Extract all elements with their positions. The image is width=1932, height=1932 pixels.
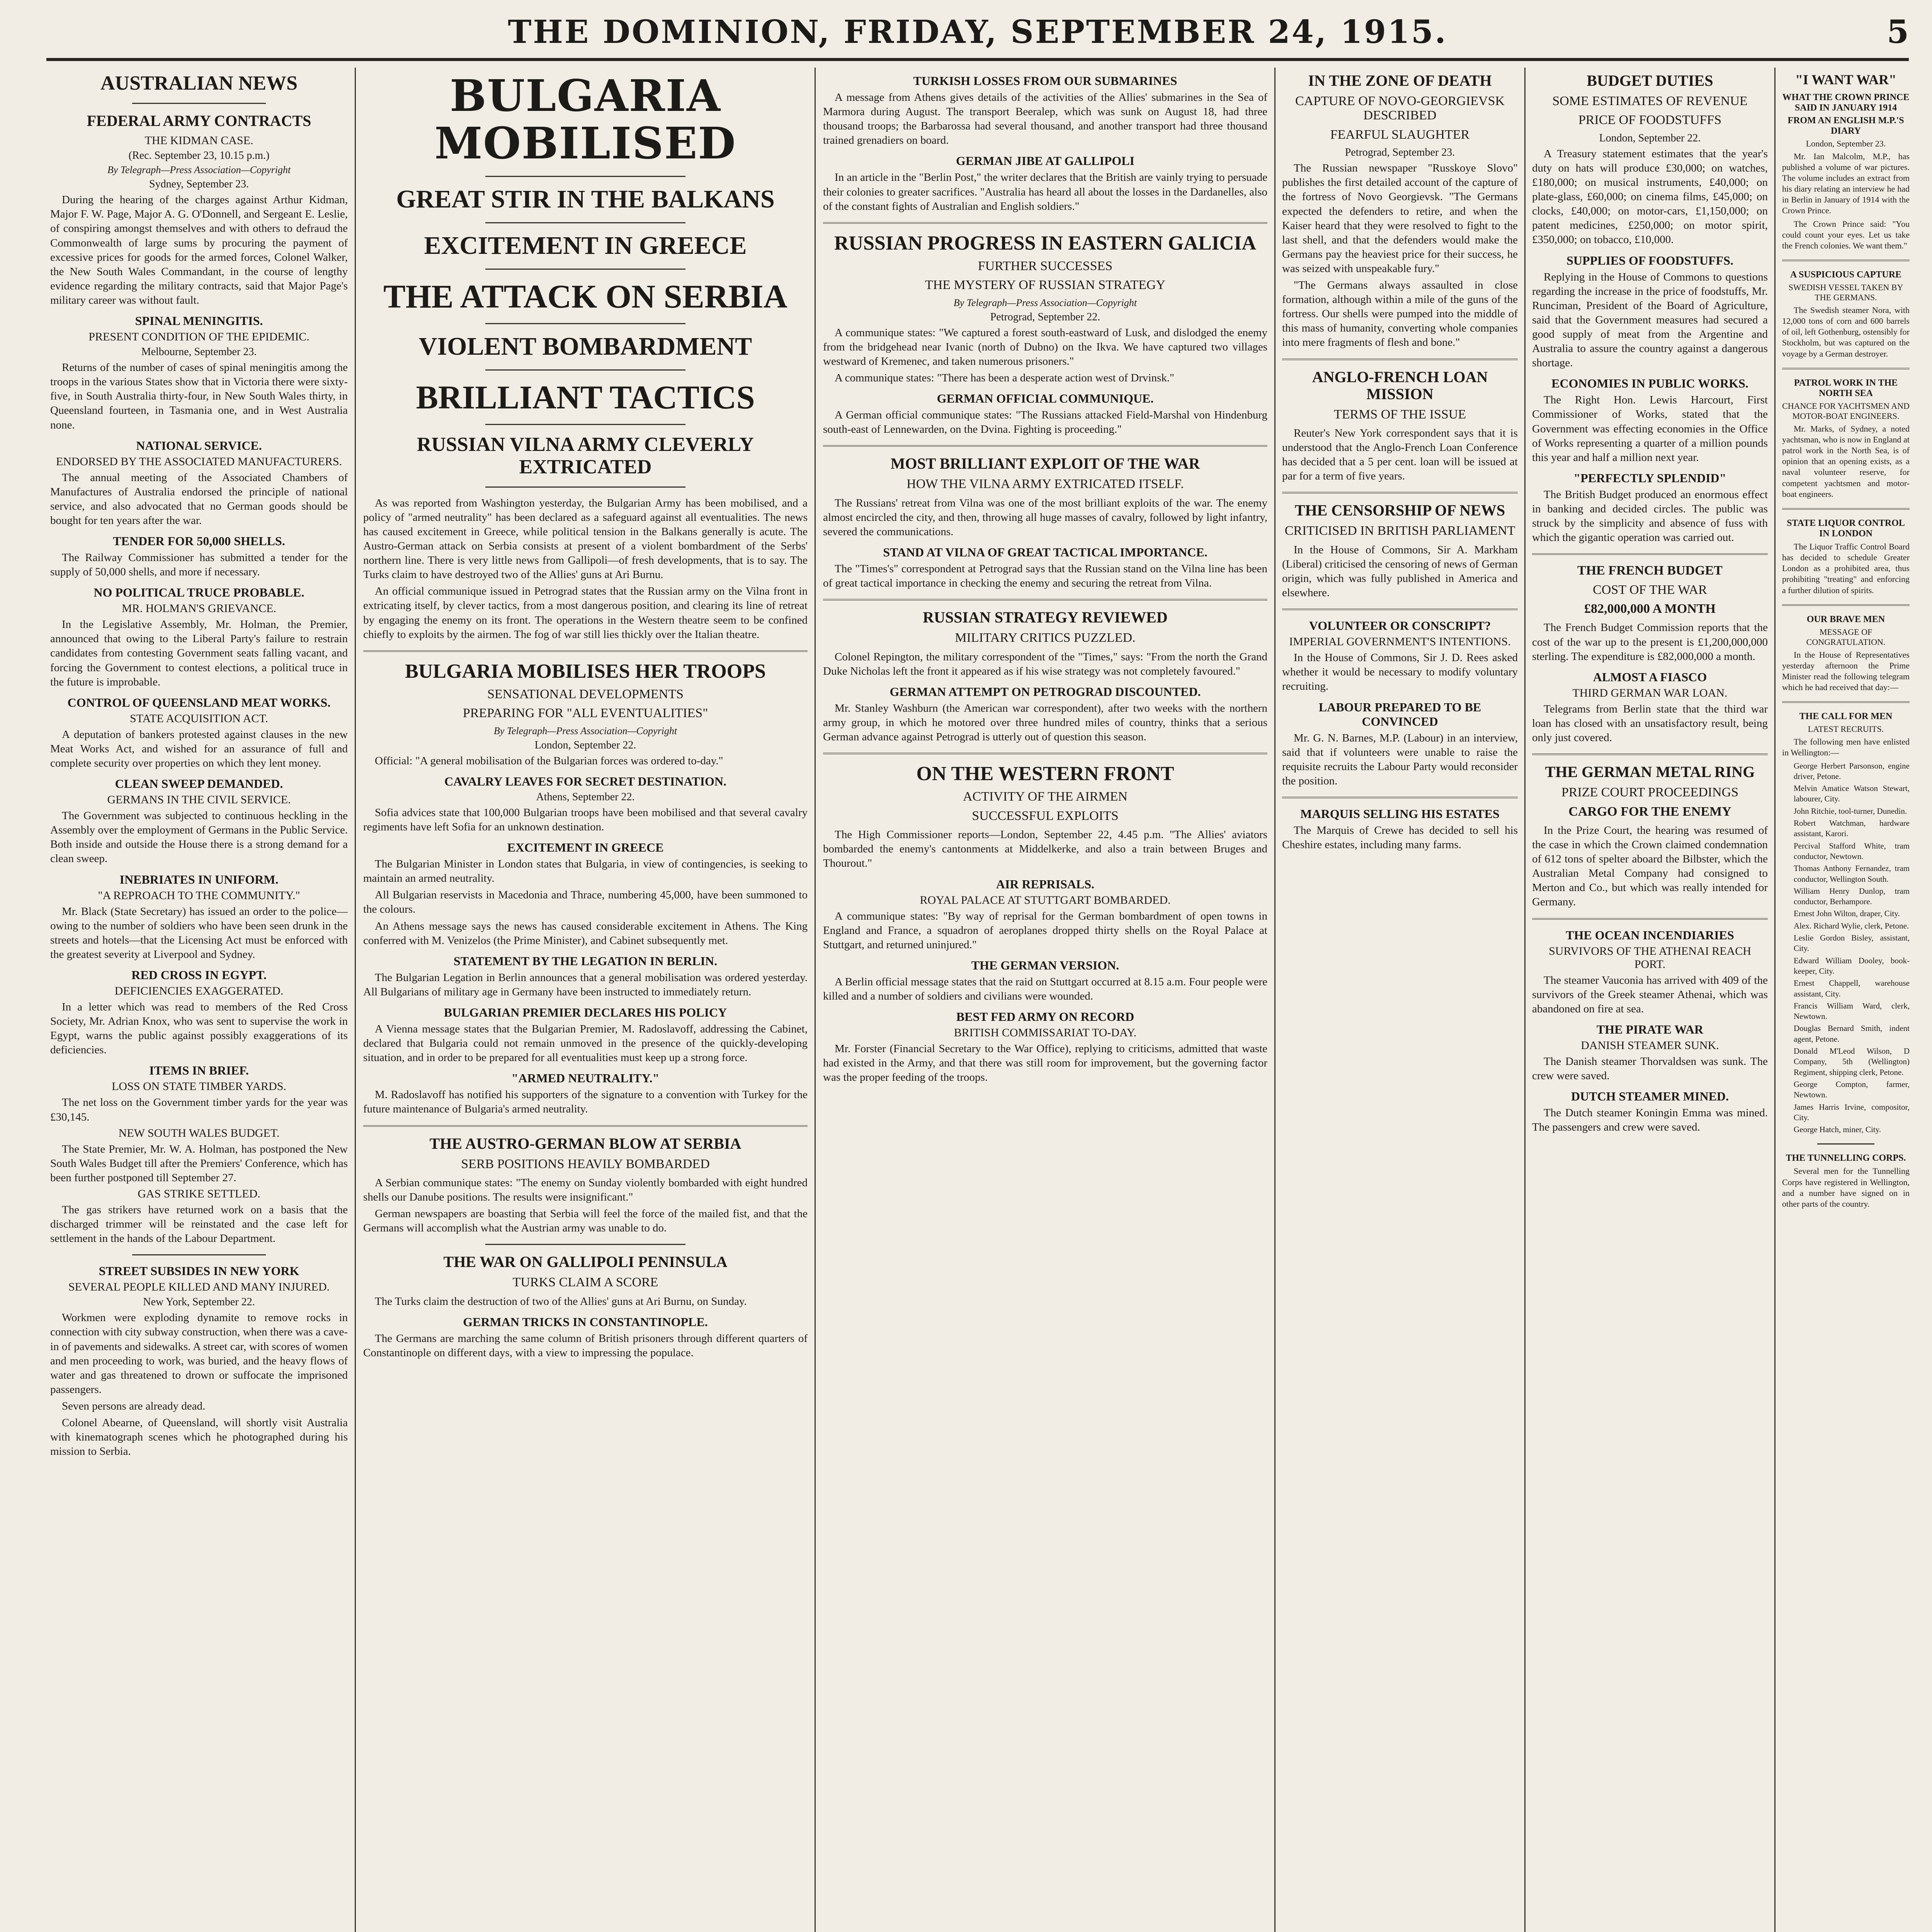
rule bbox=[1782, 508, 1910, 510]
subhead: ITEMS IN BRIEF. bbox=[149, 1063, 249, 1078]
subhead: MR. HOLMAN'S GRIEVANCE. bbox=[122, 602, 276, 615]
dateline: Petrograd, September 22. bbox=[990, 311, 1100, 323]
article-text: A communique states: "We captured a forest south-eastward of Lusk, and dislodged the enemy from the bridgehead near Ivanic (north of Dubno) on the Ikva. We have captured two villages westward of Kremenec, and taken numerous prisoners." bbox=[823, 326, 1267, 367]
list-item: George Hatch, miner, City. bbox=[1794, 1125, 1881, 1134]
rule bbox=[485, 369, 685, 371]
list-item: Ernest Chappell, warehouse assistant, City. bbox=[1794, 978, 1910, 998]
article-text: The Russians' retreat from Vilna was one of the most brilliant exploits of the war. The enemy almost encircled the city, and then, throwing all huge masses of cavalry, followed by light infantry, severed the communications. bbox=[823, 497, 1267, 538]
article-text: An official communique issued in Petrograd states that the Russian army on the Vilna front in extricating itself, by clever tactics, from a most dangerous position, and clearing its line of retreat by engaging the enemy on its front. The operations in the Western theatre seem to be confined chiefly to exploits by the airmen. The fog of war still lies thickly over the Italian theatre. bbox=[363, 585, 808, 641]
article-text: M. Radoslavoff has notified his supporters of the signature to a convention with Turkey for the future maintenance of Bulgaria's armed neutrality. bbox=[363, 1088, 808, 1116]
rule bbox=[1782, 604, 1910, 606]
article-text: In the House of Representatives yesterday afternoon the Prime Minister read the following telegram which he had received that day:— bbox=[1782, 650, 1910, 692]
article-text: A communique states: "By way of reprisal for the German bombardment of open towns in England and France, a squadron of aeroplanes dropped thirty shells on the Royal Palace at Stuttgart, and returned uninjured." bbox=[823, 910, 1267, 951]
rule bbox=[485, 269, 685, 270]
credit-line: By Telegraph—Press Association—Copyright bbox=[953, 297, 1137, 308]
subhead: CHANCE FOR YACHTSMEN AND MOTOR-BOAT ENGINEERS. bbox=[1782, 401, 1910, 421]
subhead: SPINAL MENINGITIS. bbox=[135, 314, 263, 328]
article-text: A Berlin official message states that the raid on Stuttgart occurred at 8.15 a.m. Four people were killed and a number of soldiers and civilians were wounded. bbox=[823, 975, 1267, 1002]
subhead: MARQUIS SELLING HIS ESTATES bbox=[1300, 807, 1500, 821]
subhead: MESSAGE OF CONGRATULATION. bbox=[1806, 627, 1886, 647]
headline: BRILLIANT TACTICS bbox=[416, 378, 755, 416]
headline: THE FRENCH BUDGET bbox=[1577, 563, 1723, 578]
subhead: LABOUR PREPARED TO BE CONVINCED bbox=[1318, 700, 1481, 728]
subhead: GERMAN OFFICIAL COMMUNIQUE. bbox=[937, 391, 1154, 406]
subhead: SENSATIONAL DEVELOPMENTS bbox=[487, 687, 684, 701]
dateline: New York, September 22. bbox=[143, 1296, 255, 1308]
subhead: TERMS OF THE ISSUE bbox=[1333, 407, 1466, 422]
subhead: CONTROL OF QUEENSLAND MEAT WORKS. bbox=[67, 695, 331, 709]
subhead: TURKISH LOSSES FROM OUR SUBMARINES bbox=[913, 74, 1177, 88]
rule bbox=[1282, 609, 1518, 610]
article-text: The Right Hon. Lewis Harcourt, First Commissioner of Works, stated that the Government was effecting economies in the Office of Works representing a quarter of a million pounds this year and half a million next year. bbox=[1532, 394, 1768, 464]
list-item: Donald M'Leod Wilson, D Company, 5th (Wellington) Regiment, shipping clerk, Petone. bbox=[1794, 1046, 1910, 1077]
article-text: The Bulgarian Minister in London states that Bulgaria, in view of contingencies, is seeking to maintain an armed neutrality. bbox=[363, 858, 808, 885]
subhead: FROM AN ENGLISH M.P.'S DIARY bbox=[1787, 115, 1904, 136]
subhead: ALMOST A FIASCO bbox=[1593, 670, 1707, 684]
article-text: Reuter's New York correspondent says that it is understood that the Anglo-French Loan Conference has decided that a 5 per cent. loan will be issued at par for a term of five years. bbox=[1282, 427, 1518, 483]
subhead: ENDORSED BY THE ASSOCIATED MANUFACTURERS. bbox=[56, 455, 342, 468]
headline: BUDGET DUTIES bbox=[1587, 72, 1713, 89]
headline: THE GERMAN METAL RING bbox=[1545, 763, 1755, 781]
article-text: "The Germans always assaulted in close formation, although within a mile of the guns of the fortress. Our shells were pumped into the middle of this mass of humanity, converting whole companies into mere fragments of flesh and bone." bbox=[1282, 279, 1518, 349]
list-item: Robert Watchman, hardware assistant, Karori. bbox=[1794, 818, 1910, 838]
rule bbox=[1532, 918, 1768, 920]
article-text: The Danish steamer Thorvaldsen was sunk. The crew were saved. bbox=[1532, 1055, 1768, 1082]
column-australian-news bbox=[50, 68, 348, 1932]
column-i-want-war bbox=[1782, 68, 1910, 1932]
headline: THE ATTACK ON SERBIA bbox=[383, 277, 787, 315]
received-line: (Rec. September 23, 10.15 p.m.) bbox=[128, 150, 270, 162]
subhead: ROYAL PALACE AT STUTTGART BOMBARDED. bbox=[920, 893, 1171, 906]
dateline: London, September 23. bbox=[1806, 138, 1886, 148]
subhead: VOLUNTEER OR CONSCRIPT? bbox=[1309, 619, 1491, 633]
rule bbox=[1817, 1143, 1875, 1145]
masthead-rule bbox=[46, 58, 1909, 61]
subhead: CAPTURE OF NOVO-GEORGIEVSK DESCRIBED bbox=[1295, 94, 1505, 123]
subhead: PRIZE COURT PROCEEDINGS bbox=[1561, 785, 1739, 800]
rule bbox=[363, 650, 808, 652]
article-text: A Treasury statement estimates that the year's duty on hats will produce £30,000; on watches, £180,000; on musical instruments, £40,000; on plate-glass, £60,000; on cinema films, £45,000; on clocks, £40,000; on motor-cars, £1,150,000; on patent medicines, £250,000; on motor spirit, £350,000; on tobacco, £10,000. bbox=[1532, 147, 1768, 246]
rule bbox=[823, 599, 1267, 600]
article-text: A German official communique states: "The Russians attacked Field-Marshal von Hindenburg south-east of Lennewarden, on the Dvina. Fighting is proceeding." bbox=[823, 409, 1267, 436]
subhead: THIRD GERMAN WAR LOAN. bbox=[1572, 686, 1728, 699]
article-text: As was reported from Washington yesterday, the Bulgarian Army has been mobilised, and a policy of "armed neutrality" has been declared as a safeguard against all eventualities. The news has caused excitement in Greece, while political tension in the Balkans generally is acute. The Austro-German attack on Serbia consists at present of a violent bombardment of the Serbs' northern line. There is very little news from Gallipoli—of fresh developments, that is to say. The Turks claim to have destroyed two of the Allies' guns at Ari Burnu. bbox=[363, 497, 808, 581]
dateline: Sydney, September 23. bbox=[149, 178, 249, 190]
subhead: AIR REPRISALS. bbox=[996, 877, 1095, 891]
subhead: CLEAN SWEEP DEMANDED. bbox=[115, 777, 283, 791]
subhead: GAS STRIKE SETTLED. bbox=[138, 1187, 260, 1200]
article-text: In the House of Commons, Sir A. Markham (Liberal) criticised the censoring of news of German origin, which was fully published in America and elsewhere. bbox=[1282, 543, 1518, 599]
column-bulgaria bbox=[363, 68, 808, 1932]
dateline: Melbourne, September 23. bbox=[141, 346, 257, 358]
article-text: The Marquis of Crewe has decided to sell his Cheshire estates, including many farms. bbox=[1282, 824, 1518, 851]
article-text: Mr. G. N. Barnes, M.P. (Labour) in an interview, said that if volunteers were unable to raise the requisite recruits the Labour Party would reconsider the position. bbox=[1282, 731, 1518, 787]
subhead: PRESENT CONDITION OF THE EPIDEMIC. bbox=[88, 330, 310, 344]
headline: RUSSIAN PROGRESS IN EASTERN GALICIA bbox=[834, 232, 1257, 254]
article-text: The Crown Prince said: "You could count your eyes. Let us take the French colonies. We want them." bbox=[1782, 219, 1910, 250]
subhead: STATE LIQUOR CONTROL IN LONDON bbox=[1787, 518, 1905, 539]
subhead: BEST FED ARMY ON RECORD bbox=[956, 1010, 1134, 1024]
subhead: SWEDISH VESSEL TAKEN BY THE GERMANS. bbox=[1788, 282, 1903, 302]
subhead: ACTIVITY OF THE AIRMEN bbox=[963, 789, 1128, 804]
article-text: The Swedish steamer Nora, with 12,000 tons of corn and 600 barrels of oil, left Gothenburg, ostensibly for Stockholm, but was captured on the voyage by a German destroyer. bbox=[1782, 305, 1910, 359]
subhead: NEW SOUTH WALES BUDGET. bbox=[118, 1126, 280, 1139]
rule bbox=[132, 1254, 266, 1255]
rule bbox=[1782, 260, 1910, 261]
subhead: INEBRIATES IN UNIFORM. bbox=[119, 872, 279, 886]
article-text: The Government was subjected to continuous heckling in the Assembly over the employment of Germans in the Public Service. Both inside and outside the House there is a strong demand for a clean sweep. bbox=[50, 810, 348, 865]
list-item: John Ritchie, tool-turner, Dunedin. bbox=[1794, 806, 1907, 816]
column-rule bbox=[355, 68, 356, 1932]
subhead: NO POLITICAL TRUCE PROBABLE. bbox=[94, 585, 304, 600]
list-item: Percival Stafford White, tram conductor, Newtown. bbox=[1794, 841, 1910, 861]
subhead: PREPARING FOR "ALL EVENTUALITIES" bbox=[463, 706, 708, 721]
credit-line: By Telegraph—Press Association—Copyright bbox=[493, 725, 677, 736]
article-text: The Germans are marching the same column of British prisoners through different quarters of Constantinople on different days, with a view to impressing the populace. bbox=[363, 1332, 808, 1359]
subhead: THE PIRATE WAR bbox=[1596, 1022, 1704, 1036]
article-text: Workmen were exploding dynamite to remove rocks in connection with city subway construction, when there was a cave-in of pavements and sidewalks. A street car, with scores of women and men proceeding to work, was buried, and the heavy flows of water and gas threatened to drown or suffocate the imprisoned passengers. bbox=[50, 1311, 348, 1396]
subhead: SUPPLIES OF FOODSTUFFS. bbox=[1566, 253, 1733, 267]
subhead: £82,000,000 A MONTH bbox=[1584, 602, 1716, 616]
article-text: Telegrams from Berlin state that the third war loan has closed with an unsatisfactory result, being only just covered. bbox=[1532, 702, 1768, 744]
subhead: SURVIVORS OF THE ATHENAI REACH PORT. bbox=[1549, 944, 1751, 971]
subhead: SOME ESTIMATES OF REVENUE bbox=[1552, 94, 1748, 108]
recruit-list bbox=[1782, 761, 1910, 1135]
list-item: Alex. Richard Wylie, clerk, Petone. bbox=[1794, 921, 1909, 930]
rule bbox=[485, 1244, 685, 1245]
dateline: Petrograd, September 23. bbox=[1345, 146, 1455, 159]
headline: BULGARIA MOBILISES HER TROOPS bbox=[405, 660, 766, 682]
rule bbox=[823, 445, 1267, 447]
subhead: COST OF THE WAR bbox=[1593, 582, 1707, 597]
subhead: SEVERAL PEOPLE KILLED AND MANY INJURED. bbox=[68, 1281, 330, 1294]
headline: ON THE WESTERN FRONT bbox=[916, 763, 1174, 785]
subhead: GERMAN TRICKS IN CONSTANTINOPLE. bbox=[463, 1315, 708, 1329]
list-item: Leslie Gordon Bisley, assistant, City. bbox=[1794, 933, 1910, 953]
subhead: TENDER FOR 50,000 SHELLS. bbox=[113, 534, 285, 548]
headline: RUSSIAN VILNA ARMY CLEVERLY EXTRICATED bbox=[417, 434, 754, 478]
list-item: Melvin Amatice Watson Stewart, labourer, City. bbox=[1794, 784, 1910, 804]
subhead: WHAT THE CROWN PRINCE SAID IN JANUARY 1914 bbox=[1782, 92, 1910, 113]
headline: THE WAR ON GALLIPOLI PENINSULA bbox=[443, 1253, 728, 1271]
column-rule bbox=[1774, 68, 1776, 1932]
credit-line: By Telegraph—Press Association—Copyright bbox=[107, 164, 291, 176]
list-item: James Harris Irvine, compositor, City. bbox=[1794, 1102, 1910, 1122]
subhead: THE KIDMAN CASE. bbox=[145, 134, 253, 147]
subhead: STATE ACQUISITION ACT. bbox=[130, 712, 268, 725]
list-item: Ernest John Wilton, draper, City. bbox=[1794, 909, 1900, 918]
rule bbox=[823, 753, 1267, 754]
list-item: Thomas Anthony Fernandez, tram conductor, Wellington South. bbox=[1794, 864, 1910, 884]
column-budget bbox=[1532, 68, 1768, 1932]
subhead: THE CALL FOR MEN bbox=[1799, 711, 1893, 722]
subhead: IMPERIAL GOVERNMENT'S INTENTIONS. bbox=[1289, 635, 1511, 648]
rule bbox=[1282, 359, 1518, 360]
article-text: The Railway Commissioner has submitted a tender for the supply of 50,000 shells, and more if necessary. bbox=[50, 551, 348, 578]
list-item: Edward William Dooley, book-keeper, City. bbox=[1794, 956, 1910, 976]
article-text: The following men have enlisted in Wellington:— bbox=[1782, 737, 1910, 758]
list-item: Douglas Bernard Smith, indent agent, Petone. bbox=[1794, 1024, 1910, 1044]
subhead: CAVALRY LEAVES FOR SECRET DESTINATION. bbox=[444, 774, 727, 788]
headline: "I WANT WAR" bbox=[1795, 72, 1897, 87]
subhead: ECONOMIES IN PUBLIC WORKS. bbox=[1551, 376, 1748, 391]
article-text: The French Budget Commission reports that the cost of the war up to the present is £1,200,000,000 sterling. The expenditure is £82,000,000 a month. bbox=[1532, 621, 1768, 663]
headline: VIOLENT BOMBARDMENT bbox=[418, 332, 752, 361]
article-text: The gas strikers have returned work on a basis that the discharged trimmer will be reinstated and the case left for settlement in the hands of the Labour Department. bbox=[50, 1204, 348, 1245]
subhead: "PERFECTLY SPLENDID" bbox=[1573, 471, 1726, 485]
headline: FEDERAL ARMY CONTRACTS bbox=[87, 112, 311, 130]
subhead: EXCITEMENT IN GREECE bbox=[507, 840, 664, 855]
subhead: STAND AT VILNA OF GREAT TACTICAL IMPORTANCE. bbox=[883, 545, 1208, 560]
column-rule bbox=[1524, 68, 1526, 1932]
article-text: Mr. Ian Malcolm, M.P., has published a volume of war pictures. The volume includes an extract from his diary relating an interview he had in Berlin in January of 1914 with the Crown Prince. bbox=[1782, 151, 1910, 216]
dateline: London, September 22. bbox=[534, 739, 636, 751]
rule bbox=[485, 176, 685, 177]
headline: RUSSIAN STRATEGY REVIEWED bbox=[923, 609, 1168, 626]
masthead bbox=[46, 14, 1909, 60]
headline: MOST BRILLIANT EXPLOIT OF THE WAR bbox=[890, 455, 1200, 473]
subhead: THE GERMAN VERSION. bbox=[971, 958, 1119, 972]
rule bbox=[823, 222, 1267, 224]
rule bbox=[1282, 797, 1518, 798]
headline: THE AUSTRO-GERMAN BLOW AT SERBIA bbox=[429, 1134, 742, 1152]
dateline: Athens, September 22. bbox=[536, 791, 635, 803]
article-text: Seven persons are already dead. bbox=[62, 1400, 206, 1412]
subhead: GERMAN ATTEMPT ON PETROGRAD DISCOUNTED. bbox=[889, 684, 1201, 699]
page-number: 5 bbox=[1886, 14, 1909, 51]
subhead: A SUSPICIOUS CAPTURE bbox=[1790, 270, 1902, 280]
headline: EXCITEMENT IN GREECE bbox=[424, 231, 747, 260]
article-text: The steamer Vauconia has arrived with 409 of the survivors of the Greek steamer Athenai, which was abandoned on fire at sea. bbox=[1532, 974, 1768, 1015]
main-headline: BULGARIA MOBILISED bbox=[434, 71, 736, 169]
article-text: Mr. Forster (Financial Secretary to the War Office), replying to criticisms, admitted that waste had existed in the Army, and that there was still room for improvement, but the governing factor was the proper feeding of the troops. bbox=[823, 1043, 1267, 1084]
subhead: GERMANS IN THE CIVIL SERVICE. bbox=[107, 793, 291, 806]
subhead: "A REPROACH TO THE COMMUNITY." bbox=[98, 889, 300, 902]
subhead: THE OCEAN INCENDIARIES bbox=[1566, 928, 1734, 942]
article-text: A message from Athens gives details of the activities of the Allies' submarines in the Sea of Marmora during August. The transport Beeralep, which was sunk on August 18, had three thousand troops; the Barbarossa had several thousand, and another transport had three thousand trained grenadiers on board. bbox=[823, 91, 1267, 147]
column-rule bbox=[1274, 68, 1276, 1932]
rule bbox=[1782, 368, 1910, 369]
headline: GREAT STIR IN THE BALKANS bbox=[396, 185, 775, 214]
rule bbox=[363, 1125, 808, 1127]
article-text: The Turks claim the destruction of two of the Allies' guns at Ari Burnu, on Sunday. bbox=[375, 1295, 747, 1308]
subhead: THE MYSTERY OF RUSSIAN STRATEGY bbox=[925, 278, 1166, 293]
list-item: George Herbert Parsonson, engine driver, Petone. bbox=[1794, 761, 1910, 781]
article-text: In the House of Commons, Sir J. D. Rees asked whether it would be necessary to modify voluntary recruiting. bbox=[1282, 651, 1518, 693]
article-text: In an article in the "Berlin Post," the writer declares that the British are vainly trying to persuade their colonies to greater sacrifices. "Australia has heard all about the losses in the Dardanelles, also of the constant fights of Australian and English soldiers." bbox=[823, 171, 1267, 213]
rule bbox=[1282, 492, 1518, 493]
article-text: Official: "A general mobilisation of the Bulgarian forces was ordered to-day." bbox=[375, 754, 723, 767]
subhead: BRITISH COMMISSARIAT TO-DAY. bbox=[954, 1026, 1137, 1039]
headline: IN THE ZONE OF DEATH bbox=[1308, 72, 1492, 89]
article-text: A Serbian communique states: "The enemy on Sunday violently bombarded with eight hundred shells our Danube positions. The results were insignificant." bbox=[363, 1176, 808, 1204]
article-text: The State Premier, Mr. W. A. Holman, has postponed the New South Wales Budget till after the Premiers' Conference, which has been further postponed till September 27. bbox=[50, 1143, 348, 1184]
column-russia bbox=[823, 68, 1267, 1932]
article-text: A communique states: "There has been a desperate action west of Drvinsk." bbox=[835, 372, 1174, 384]
subhead: DEFICIENCIES EXAGGERATED. bbox=[114, 985, 284, 998]
headline: AUSTRALIAN NEWS bbox=[100, 72, 298, 94]
subhead: DANISH STEAMER SUNK. bbox=[1581, 1039, 1719, 1052]
article-text: The High Commissioner reports—London, September 22, 4.45 p.m. "The Allies' aviators bombarded the enemy's cantonments at Middelkerke, and also a train between Bruges and Thourout." bbox=[823, 828, 1267, 870]
article-text: The net loss on the Government timber yards for the year was £30,145. bbox=[50, 1096, 348, 1123]
rule bbox=[485, 222, 685, 223]
article-text: In the Prize Court, the hearing was resumed of the case in which the Crown claimed condemnation of 612 tons of spelter aboard the Bilbster, which the Australian Metal Company had consigned to Merton and Co., but which was really intended for Germany. bbox=[1532, 824, 1768, 908]
subhead: RED CROSS IN EGYPT. bbox=[131, 968, 267, 982]
rule bbox=[485, 486, 685, 488]
article-text: All Bulgarian reservists in Macedonia and Thrace, numbering 45,000, have been summoned to the colours. bbox=[363, 889, 808, 916]
article-text: The Bulgarian Legation in Berlin announces that a general mobilisation was ordered yesterday. All Bulgarians of military age in Germany have been instructed to immediately return. bbox=[363, 971, 808, 998]
rule bbox=[485, 323, 685, 324]
subhead: FURTHER SUCCESSES bbox=[978, 259, 1113, 273]
subhead: MILITARY CRITICS PUZZLED. bbox=[955, 631, 1136, 645]
subhead: CRITICISED IN BRITISH PARLIAMENT bbox=[1284, 524, 1515, 538]
article-text: Replying in the House of Commons to questions regarding the increase in the price of foodstuffs, Mr. Runciman, President of the Board of Agriculture, said that the Government measures had secured a good supply of meat from the Argentine and Australia to assure the country against a dangerous shortage. bbox=[1532, 270, 1768, 369]
dateline: London, September 22. bbox=[1599, 132, 1701, 144]
subhead: DUTCH STEAMER MINED. bbox=[1571, 1089, 1729, 1104]
subhead: LOSS ON STATE TIMBER YARDS. bbox=[112, 1080, 286, 1093]
subhead: SUCCESSFUL EXPLOITS bbox=[972, 808, 1119, 823]
article-text: Colonel Repington, the military correspondent of the "Times," says: "From the north the Grand Duke Nicholas left the front it appeared as if his wise strategy was not completely favoured." bbox=[823, 650, 1267, 677]
list-item: William Henry Dunlop, tram conductor, Berhampore. bbox=[1794, 886, 1910, 906]
article-text: The Liquor Traffic Control Board has decided to schedule Greater London as a prohibited area, thus prohibiting "treating" and enforcing a further dilution of spirits. bbox=[1782, 541, 1910, 595]
article-text: The annual meeting of the Associated Chambers of Manufactures of Australia endorsed the principle of national service, and also advocated that no German goods should be bought for ten years after the war. bbox=[50, 471, 348, 527]
article-text: A deputation of bankers protested against clauses in the new Meat Works Act, and wished for an assurance of full and complete security over properties on which they lent money. bbox=[50, 728, 348, 770]
article-text: The "Times's" correspondent at Petrograd says that the Russian stand on the Vilna line has been of great tactical importance in checking the enemy and securing the retreat from Vilna. bbox=[823, 563, 1267, 590]
article-text: An Athens message says the news has caused considerable excitement in Athens. The King conferred with M. Venizelos (the Prime Minister), and Cabinet subsequently met. bbox=[363, 920, 808, 947]
subhead: TURKS CLAIM A SCORE bbox=[512, 1275, 658, 1290]
headline: THE CENSORSHIP OF NEWS bbox=[1294, 502, 1505, 519]
article-text: A Vienna message states that the Bulgarian Premier, M. Radoslavoff, addressing the Cabinet, declared that Bulgaria could not remain unmoved in the presence of the quickly-developing situation, and in order to be prepared for all eventualities must keep up a strong force. bbox=[363, 1022, 808, 1064]
column-zone-of-death bbox=[1282, 68, 1518, 1932]
article-text: The Russian newspaper "Russkoye Slovo" publishes the first detailed account of the capture of the fortress of Novo Georgievsk. "The Germans expected the defenders to retire, and when the Kaiser heard that they were resolved to fight to the last shell, and that the defenders would make the Germans pay the heaviest price for their success, he was seized with unspeakable fury." bbox=[1282, 162, 1518, 275]
list-item: George Compton, farmer, Newtown. bbox=[1794, 1079, 1910, 1100]
rule bbox=[1532, 753, 1768, 755]
subhead: FEARFUL SLAUGHTER bbox=[1330, 127, 1470, 142]
article-text: In the Legislative Assembly, Mr. Holman, the Premier, announced that owing to the Liberal Party's failure to restrain candidates from contesting Government seats falling vacant, and forcing the Government to contest elections, a political truce in the future is improbable. bbox=[50, 618, 348, 688]
article-text: Several men for the Tunnelling Corps have registered in Wellington, and a number have signed on in other parts of the country. bbox=[1782, 1166, 1910, 1209]
list-item: Francis William Ward, clerk, Newtown. bbox=[1794, 1001, 1910, 1021]
subhead: STATEMENT BY THE LEGATION IN BERLIN. bbox=[453, 954, 718, 968]
subhead: CARGO FOR THE ENEMY bbox=[1568, 804, 1731, 819]
masthead-title: THE DOMINION, FRIDAY, SEPTEMBER 24, 1915. bbox=[508, 14, 1447, 51]
subhead: PRICE OF FOODSTUFFS bbox=[1578, 113, 1722, 128]
rule bbox=[485, 424, 685, 425]
subhead: THE TUNNELLING CORPS. bbox=[1786, 1153, 1906, 1163]
subhead: "ARMED NEUTRALITY." bbox=[511, 1071, 660, 1085]
rule bbox=[1532, 553, 1768, 555]
subhead: HOW THE VILNA ARMY EXTRICATED ITSELF. bbox=[906, 477, 1184, 492]
article-text: The Dutch steamer Koningin Emma was mined. The passengers and crew were saved. bbox=[1532, 1107, 1768, 1134]
article-text: Mr. Marks, of Sydney, a noted yachtsman, who is now in England at patrol work in the North Sea, is of opinion that an opening exists, as a naval volunteer reserve, for competent yachtsmen and motor-boat engineers. bbox=[1782, 423, 1910, 499]
article-text: German newspapers are boasting that Serbia will feel the force of the mailed fist, and that the Germans will accomplish what the Austrian army was unable to do. bbox=[363, 1208, 808, 1235]
article-text: During the hearing of the charges against Arthur Kidman, Major F. W. Page, Major A. G. O'Donnell, and Sergeant E. Leslie, of conspiring amongst themselves and with others to defraud the Commonwealth of large sums by procuring the payment of excessive prices for goods for the armed forces, Colonel Walker, the New South Wales Commandant, in the course of lengthy evidence regarding the military contracts, said that Major Page's military career was without fault. bbox=[50, 194, 348, 306]
headline: ANGLO-FRENCH LOAN MISSION bbox=[1312, 368, 1488, 403]
subhead: BULGARIAN PREMIER DECLARES HIS POLICY bbox=[444, 1005, 727, 1019]
article-text: Returns of the number of cases of spinal meningitis among the troops in the various States show that in Victoria there were sixty-five, in South Australia thirty-four, in New South Wales thirty, in Queensland fourteen, in Tasmania one, and in West Australia none. bbox=[50, 361, 348, 431]
subhead: OUR BRAVE MEN bbox=[1806, 614, 1885, 624]
column-rule bbox=[815, 68, 816, 1932]
subhead: PATROL WORK IN THE NORTH SEA bbox=[1794, 378, 1898, 398]
subhead: NATIONAL SERVICE. bbox=[136, 438, 262, 452]
article-text: The British Budget produced an enormous effect in banking and decided circles. The public was struck by the simplicity and absence of fuss with which the gigantic operation was carried out. bbox=[1532, 488, 1768, 544]
subhead: STREET SUBSIDES IN NEW YORK bbox=[99, 1264, 299, 1278]
article-text: Mr. Stanley Washburn (the American war correspondent), after two weeks with the northern army group, in which he motored over three hundred miles of country, thinks that a serious German advance against Petrograd is utterly out of question this season. bbox=[823, 702, 1267, 743]
rule bbox=[132, 103, 266, 104]
subhead: GERMAN JIBE AT GALLIPOLI bbox=[956, 154, 1134, 168]
article-text: Colonel Abearne, of Queensland, will shortly visit Australia with kinematograph scenes which he photographed during his mission to Serbia. bbox=[50, 1417, 348, 1458]
subhead: SERB POSITIONS HEAVILY BOMBARDED bbox=[461, 1156, 710, 1171]
rule bbox=[1782, 701, 1910, 703]
article-text: In a letter which was read to members of the Red Cross Society, Mr. Adrian Knox, who was sent to supervise the work in Egypt, warns the public against possibly exaggerations of its deficiencies. bbox=[50, 1001, 348, 1056]
subhead: LATEST RECRUITS. bbox=[1808, 724, 1884, 734]
article-text: Mr. Black (State Secretary) has issued an order to the police—owing to the number of soldiers who have been seen drunk in the streets and hotels—that the Licensing Act must be enforced with the greatest severity at Liverpool and Sydney. bbox=[50, 905, 348, 961]
article-text: Sofia advices state that 100,000 Bulgarian troops have been mobilised and that several cavalry regiments have left Sofia for an unknown destination. bbox=[363, 806, 808, 833]
